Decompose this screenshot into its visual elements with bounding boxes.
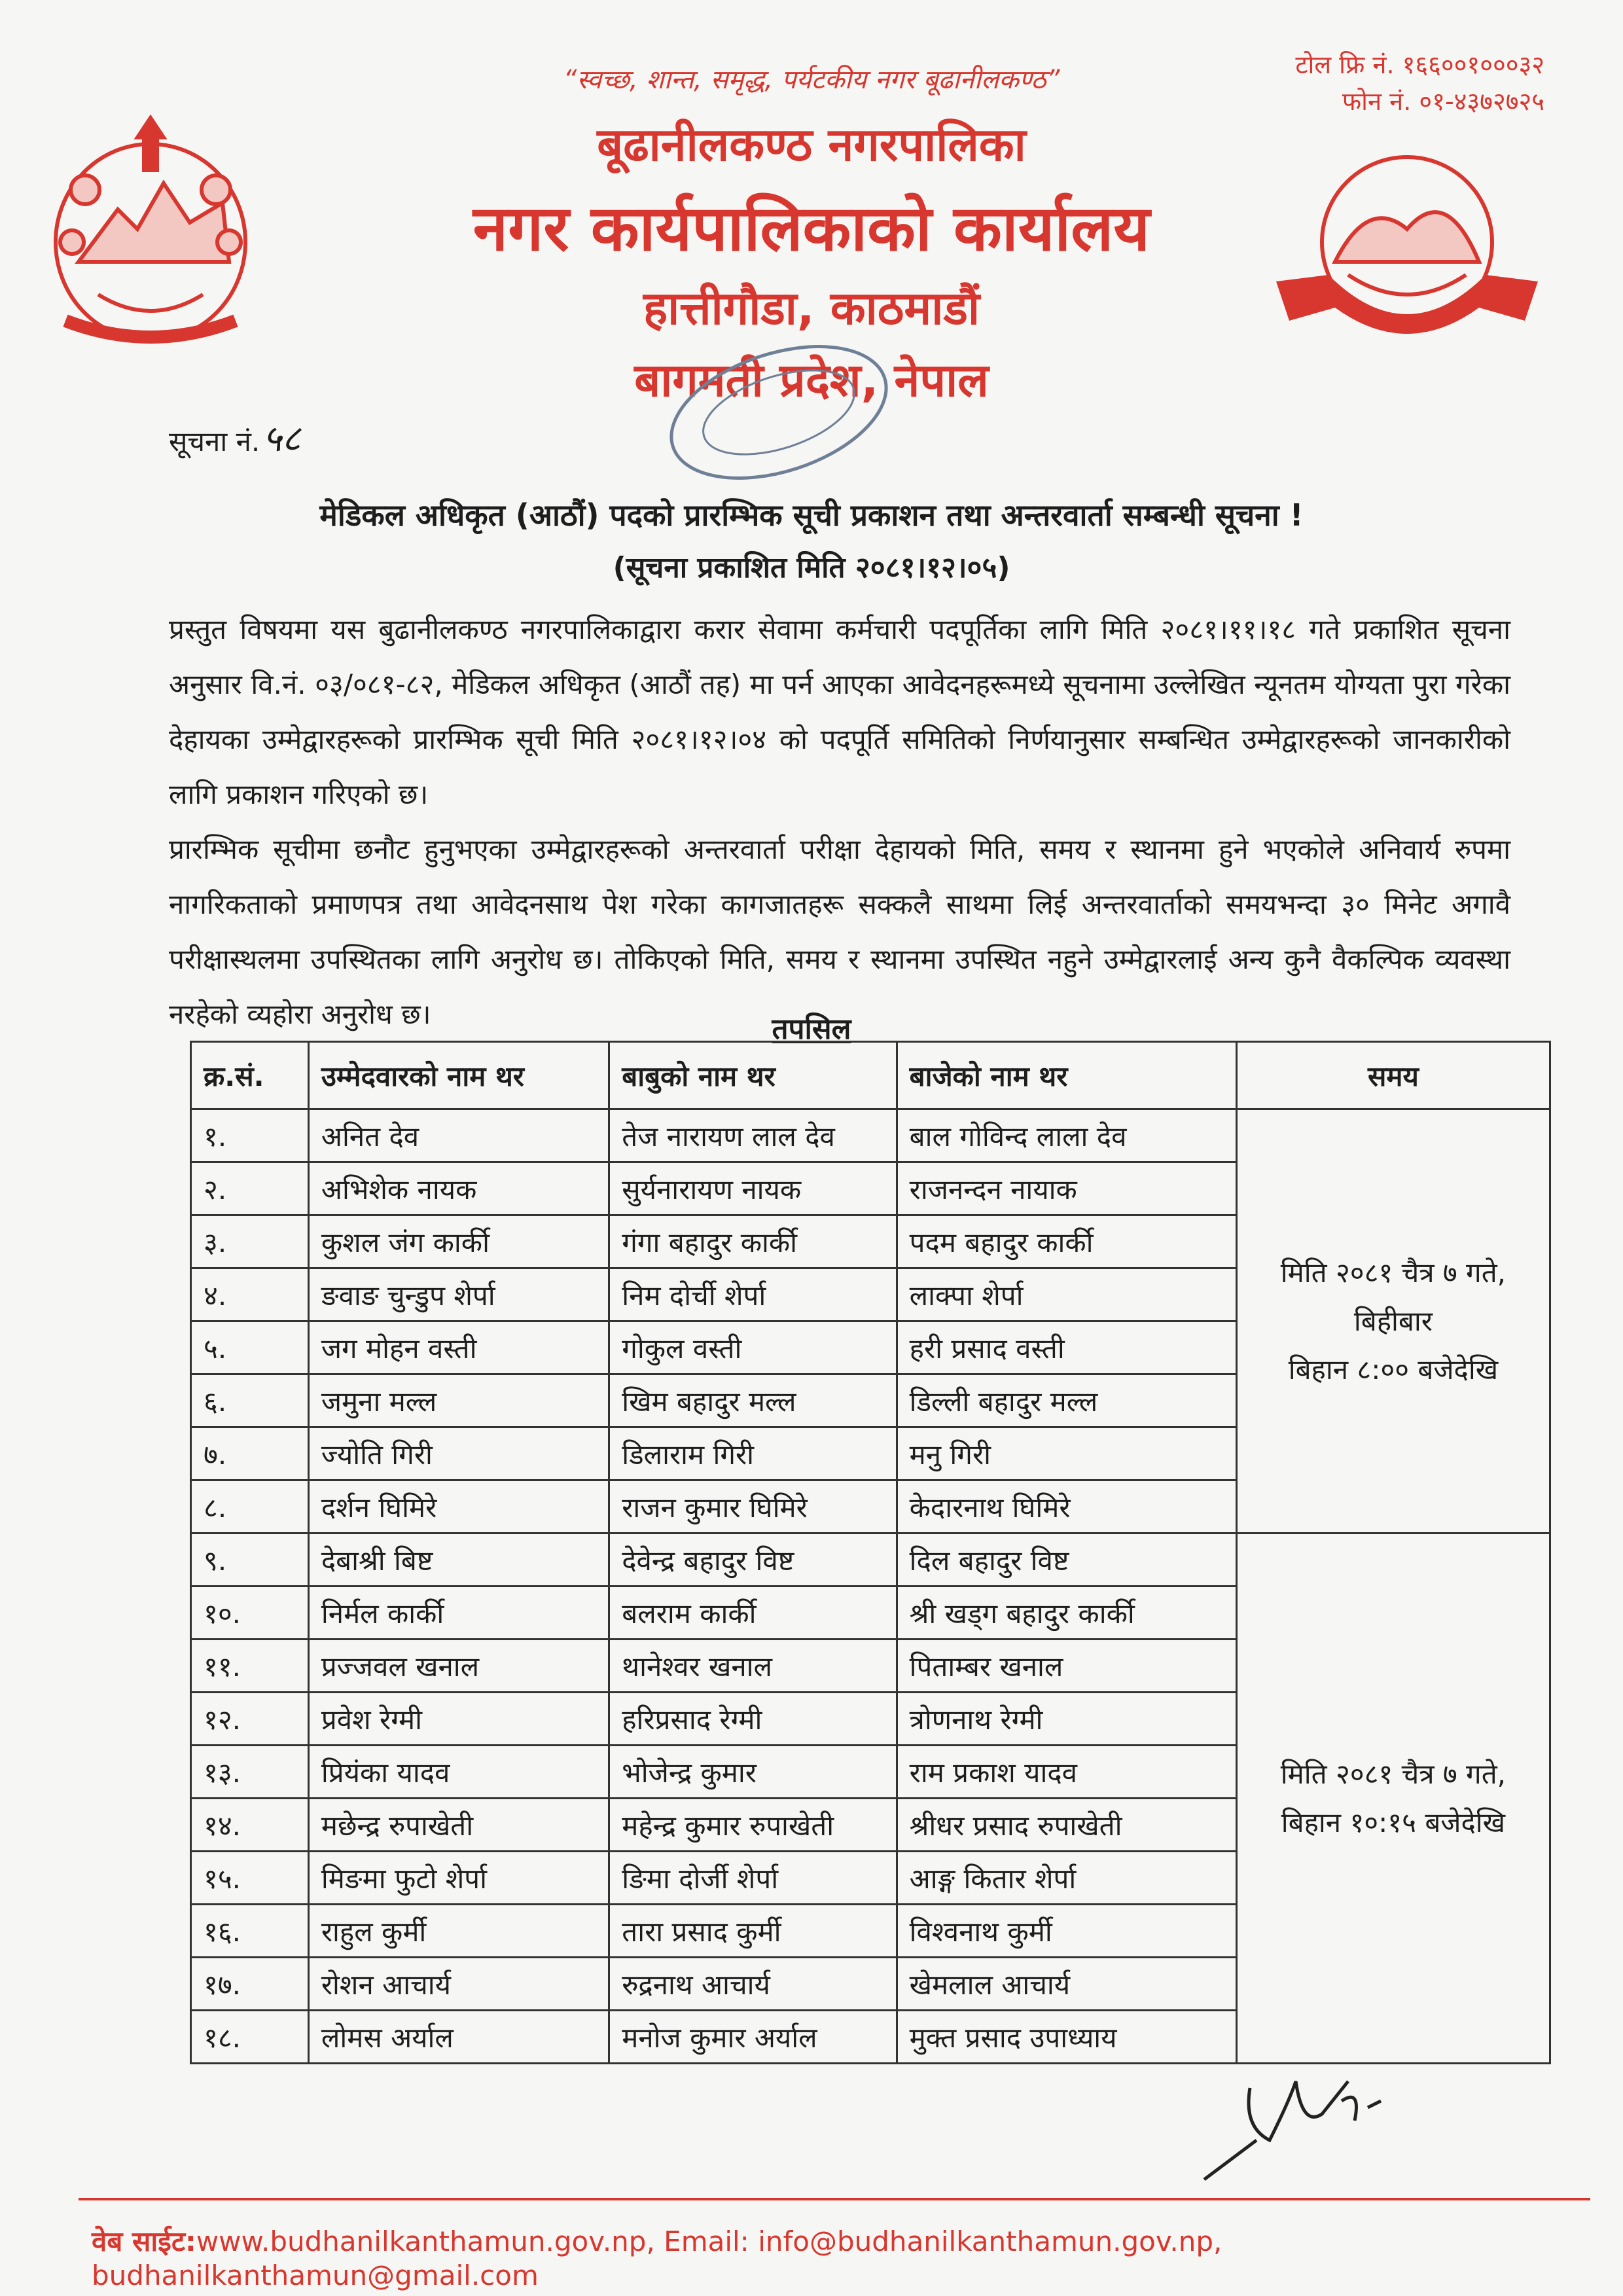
cell-grandfather: पदम बहादुर कार्की	[897, 1215, 1236, 1268]
toll-free-number: टोल फ्रि नं. १६६००१०००३२	[1295, 50, 1544, 79]
table-row	[191, 1109, 1550, 1162]
cell-sn: ४.	[191, 1268, 309, 1321]
interview-time-line: बिहान १०:१५ बजेदेखि	[1281, 1806, 1506, 1839]
column-header-candidate: उम्मेदवारको नाम थर	[308, 1042, 609, 1109]
cell-sn: २.	[191, 1162, 309, 1215]
interview-time-line: मिति २०८१ चैत्र ७ गते,	[1280, 1256, 1506, 1289]
cell-grandfather: हरी प्रसाद वस्ती	[897, 1321, 1236, 1374]
cell-father: खिम बहादुर मल्ल	[609, 1374, 897, 1427]
footer-contacts: www.budhanilkanthamun.gov.np, Email: info@budhanilkanthamun.gov.np, budhanilkanthamun@gmail.com	[92, 2225, 1222, 2291]
cell-grandfather: पिताम्बर खनाल	[897, 1640, 1236, 1693]
cell-candidate: प्रियंका यादव	[308, 1746, 609, 1799]
municipality-name: बूढानीलकण्ठ नगरपालिका	[597, 118, 1026, 171]
cell-father: राजन कुमार घिमिरे	[609, 1480, 897, 1534]
cell-sn: १३.	[191, 1746, 309, 1799]
cell-candidate: ज्योति गिरी	[308, 1427, 609, 1480]
cell-grandfather: श्रीधर प्रसाद रुपाखेती	[897, 1799, 1236, 1852]
cell-candidate: राहुल कुर्मी	[308, 1905, 609, 1958]
cell-candidate: जग मोहन वस्ती	[308, 1321, 609, 1374]
cell-candidate: निर्मल कार्की	[308, 1587, 609, 1640]
cell-candidate: जमुना मल्ल	[308, 1374, 609, 1427]
cell-grandfather: बाल गोविन्द लाला देव	[897, 1109, 1236, 1162]
cell-father: महेन्द्र कुमार रुपाखेती	[609, 1799, 897, 1852]
cell-candidate: रोशन आचार्य	[308, 1958, 609, 2011]
cell-sn: ७.	[191, 1427, 309, 1480]
cell-candidate: ङवाङ चुन्डुप शेर्पा	[308, 1268, 609, 1321]
notice-paragraph-1: प्रस्तुत विषयमा यस बुढानीलकण्ठ नगरपालिकाद्वारा करार सेवामा कर्मचारी पदपूर्तिका लागि मिति २०८१।११।१८ गते प्रकाशित सूचना अनुसार वि.नं. ०३/०८१-८२, मेडिकल अधिकृत (आठौं तह) मा पर्न आएका आवेदनहरूमध्ये सूचनामा उल्लेखित न्यूनतम योग्यता पुरा गरेका देहायका उम्मेद्वारहरूको प्रारम्भिक सूची मिति २०८१।१२।०४ को पदपूर्ति समितिको निर्णयानुसार सम्बन्धित उम्मेद्वारहरूको जानकारीको लागि प्रकाशन गरिएको छ।	[169, 613, 1510, 810]
cell-sn: १४.	[191, 1799, 309, 1852]
table-row	[191, 1534, 1550, 1587]
cell-father: निम दोर्ची शेर्पा	[609, 1268, 897, 1321]
publish-date: (सूचना प्रकाशित मिति २०८१।१२।०५)	[613, 551, 1010, 584]
cell-candidate: अनित देव	[308, 1109, 609, 1162]
cell-candidate: मछेन्द्र रुपाखेती	[308, 1799, 609, 1852]
cell-sn: १६.	[191, 1905, 309, 1958]
cell-father: देवेन्द्र बहादुर विष्ट	[609, 1534, 897, 1587]
cell-father: मनोज कुमार अर्याल	[609, 2011, 897, 2064]
cell-candidate: अभिशेक नायक	[308, 1162, 609, 1215]
interview-time-line: मिति २०८१ चैत्र ७ गते,	[1280, 1757, 1506, 1790]
office-address: हात्तीगौडा, काठमाडौं	[643, 281, 980, 335]
cell-sn: ३.	[191, 1215, 309, 1268]
notice-number-label: सूचना नं.	[169, 425, 260, 457]
cell-candidate: दर्शन घिमिरे	[308, 1480, 609, 1534]
cell-father: ङिमा दोर्जी शेर्पा	[609, 1852, 897, 1905]
cell-grandfather: राम प्रकाश यादव	[897, 1746, 1236, 1799]
cell-father: बलराम कार्की	[609, 1587, 897, 1640]
interview-time-line: बिहीबार	[1353, 1304, 1433, 1337]
cell-sn: १२.	[191, 1693, 309, 1746]
cell-grandfather: डिल्ली बहादुर मल्ल	[897, 1374, 1236, 1427]
cell-candidate: प्रज्जवल खनाल	[308, 1640, 609, 1693]
footer-label: वेब साईट:	[92, 2225, 196, 2257]
cell-father: गंगा बहादुर कार्की	[609, 1215, 897, 1268]
cell-grandfather: आङ्ग कितार शेर्पा	[897, 1852, 1236, 1905]
slogan: “स्वच्छ, शान्त, समृद्ध, पर्यटकीय नगर बूढानीलकण्ठ”	[563, 65, 1060, 95]
column-header-sn: क्र.सं.	[191, 1042, 309, 1109]
notice-number	[169, 412, 301, 462]
interview-time-slot1	[1236, 1109, 1550, 1534]
cell-grandfather: केदारनाथ घिमिरे	[897, 1480, 1236, 1534]
interview-time-line: बिहान ८:०० बजेदेखि	[1288, 1353, 1499, 1386]
footer-divider	[79, 2198, 1590, 2200]
notice-paragraph-2: प्रारम्भिक सूचीमा छनौट हुनुभएका उम्मेद्वारहरूको अन्तरवार्ता परीक्षा देहायको मिति, समय र स्थानमा हुने भएकोले अनिवार्य रुपमा नागरिकताको प्रमाणपत्र तथा आवेदनसाथ पेश गरेका कागजातहरू सक्कलै साथमा लिई अन्तरवार्ताको समयभन्दा ३० मिनेट अगावै परीक्षास्थलमा उपस्थितका लागि अनुरोध छ। तोकिएको मिति, समय र स्थानमा उपस्थित नहुने उम्मेद्वारलाई अन्य कुनै वैकल्पिक व्यवस्था नरहेको व्यहोरा अनुरोध छ।	[169, 833, 1510, 1030]
cell-grandfather: मुक्त प्रसाद उपाध्याय	[897, 2011, 1236, 2064]
cell-father: भोजेन्द्र कुमार	[609, 1746, 897, 1799]
province-country: बागमती प्रदेश, नेपाल	[634, 353, 989, 407]
office-name: नगर कार्यपालिकाको कार्यालय	[473, 192, 1150, 265]
cell-father: डिलाराम गिरी	[609, 1427, 897, 1480]
candidate-table	[190, 1041, 1551, 2064]
table-header-row	[191, 1042, 1550, 1109]
cell-father: गोकुल वस्ती	[609, 1321, 897, 1374]
cell-father: थानेश्वर खनाल	[609, 1640, 897, 1693]
cell-candidate: कुशल जंग कार्की	[308, 1215, 609, 1268]
notice-body	[169, 602, 1510, 1042]
cell-grandfather: लाक्पा शेर्पा	[897, 1268, 1236, 1321]
table-caption: तपसिल	[772, 1013, 851, 1046]
cell-father: रुद्रनाथ आचार्य	[609, 1958, 897, 2011]
column-header-father: बाबुको नाम थर	[609, 1042, 897, 1109]
cell-candidate: लोमस अर्याल	[308, 2011, 609, 2064]
official-signature	[1191, 2062, 1414, 2193]
cell-grandfather: दिल बहादुर विष्ट	[897, 1534, 1236, 1587]
candidate-table-body	[191, 1109, 1550, 2064]
cell-father: तेज नारायण लाल देव	[609, 1109, 897, 1162]
cell-sn: ८.	[191, 1480, 309, 1534]
cell-sn: ६.	[191, 1374, 309, 1427]
cell-grandfather: मनु गिरी	[897, 1427, 1236, 1480]
column-header-grandfather: बाजेको नाम थर	[897, 1042, 1236, 1109]
cell-father: सुर्यनारायण नायक	[609, 1162, 897, 1215]
cell-grandfather: श्री खड्ग बहादुर कार्की	[897, 1587, 1236, 1640]
office-stamp-icon	[654, 340, 903, 484]
cell-sn: १.	[191, 1109, 309, 1162]
notice-number-value: ५८	[262, 418, 301, 460]
cell-grandfather: राजनन्दन नायाक	[897, 1162, 1236, 1215]
cell-father: तारा प्रसाद कुर्मी	[609, 1905, 897, 1958]
cell-father: हरिप्रसाद रेग्मी	[609, 1693, 897, 1746]
cell-sn: १७.	[191, 1958, 309, 2011]
cell-candidate: देबाश्री बिष्ट	[308, 1534, 609, 1587]
cell-sn: १५.	[191, 1852, 309, 1905]
cell-grandfather: त्रोणनाथ रेग्मी	[897, 1693, 1236, 1746]
cell-grandfather: खेमलाल आचार्य	[897, 1958, 1236, 2011]
notice-title: मेडिकल अधिकृत (आठौं) पदको प्रारम्भिक सूची प्रकाशन तथा अन्तरवार्ता सम्बन्धी सूचना !	[319, 497, 1304, 533]
cell-sn: १८.	[191, 2011, 309, 2064]
cell-sn: ९.	[191, 1534, 309, 1587]
column-header-time: समय	[1236, 1042, 1550, 1109]
phone-number: फोन नं. ०१-४३७२७२५	[1342, 87, 1544, 116]
cell-sn: १०.	[191, 1587, 309, 1640]
cell-candidate: मिङमा फुटो शेर्पा	[308, 1852, 609, 1905]
interview-time-slot2	[1236, 1534, 1550, 2064]
cell-candidate: प्रवेश रेग्मी	[308, 1693, 609, 1746]
cell-sn: ५.	[191, 1321, 309, 1374]
cell-grandfather: विश्वनाथ कुर्मी	[897, 1905, 1236, 1958]
footer	[92, 2222, 1623, 2291]
cell-sn: ११.	[191, 1640, 309, 1693]
